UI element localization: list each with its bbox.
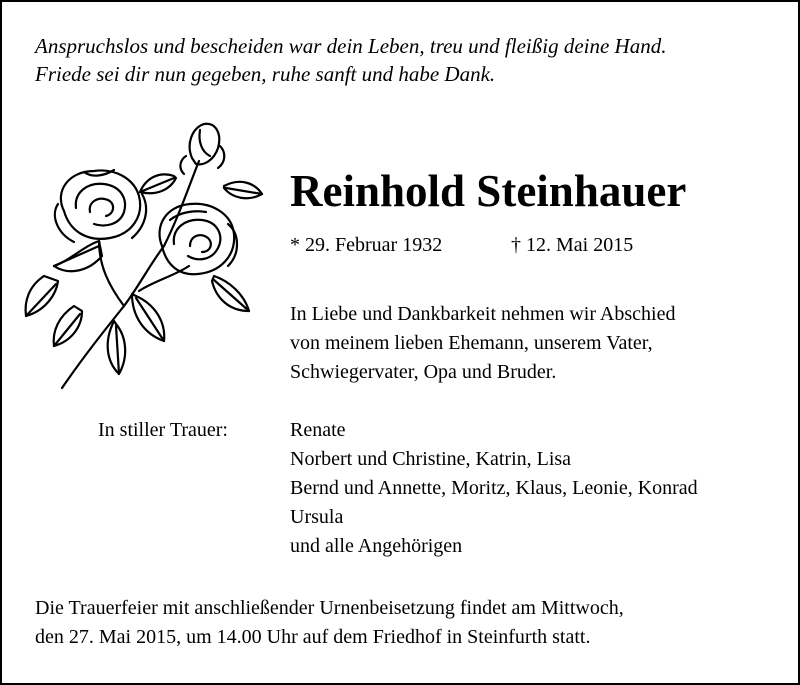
farewell-text: [290, 300, 675, 387]
motto-line-1: Anspruchslos und bescheiden war dein Leben, treu und fleißig deine Hand.: [35, 34, 667, 58]
motto-line-2: Friede sei dir nun gegeben, ruhe sanft und habe Dank.: [35, 62, 496, 86]
rose-drawing-icon: [14, 116, 276, 392]
deceased-name: Reinhold Steinhauer: [290, 166, 687, 216]
mourner-line: Bernd und Annette, Moritz, Klaus, Leonie, Konrad: [290, 477, 698, 499]
funeral-service-info: [35, 594, 624, 652]
mourner-line: und alle Angehörigen: [290, 535, 463, 557]
birth-date: * 29. Februar 1932: [290, 234, 443, 256]
mourners-label: In stiller Trauer:: [98, 419, 228, 441]
service-line-1: Die Trauerfeier mit anschließender Urnenbeisetzung findet am Mittwoch,: [35, 597, 624, 619]
death-date: † 12. Mai 2015: [511, 234, 634, 256]
farewell-line-1: In Liebe und Dankbarkeit nehmen wir Abschied: [290, 303, 676, 325]
farewell-line-3: Schwiegervater, Opa und Bruder.: [290, 361, 557, 383]
mourner-line: Norbert und Christine, Katrin, Lisa: [290, 448, 572, 470]
motto-verse: [35, 32, 775, 88]
life-dates: [290, 232, 634, 258]
mourners-list: [290, 416, 698, 561]
mourner-line: Ursula: [290, 506, 344, 528]
service-line-2: den 27. Mai 2015, um 14.00 Uhr auf dem Friedhof in Steinfurth statt.: [35, 626, 591, 648]
farewell-line-2: von meinem lieben Ehemann, unserem Vater,: [290, 332, 653, 354]
mourner-line: Renate: [290, 419, 346, 441]
